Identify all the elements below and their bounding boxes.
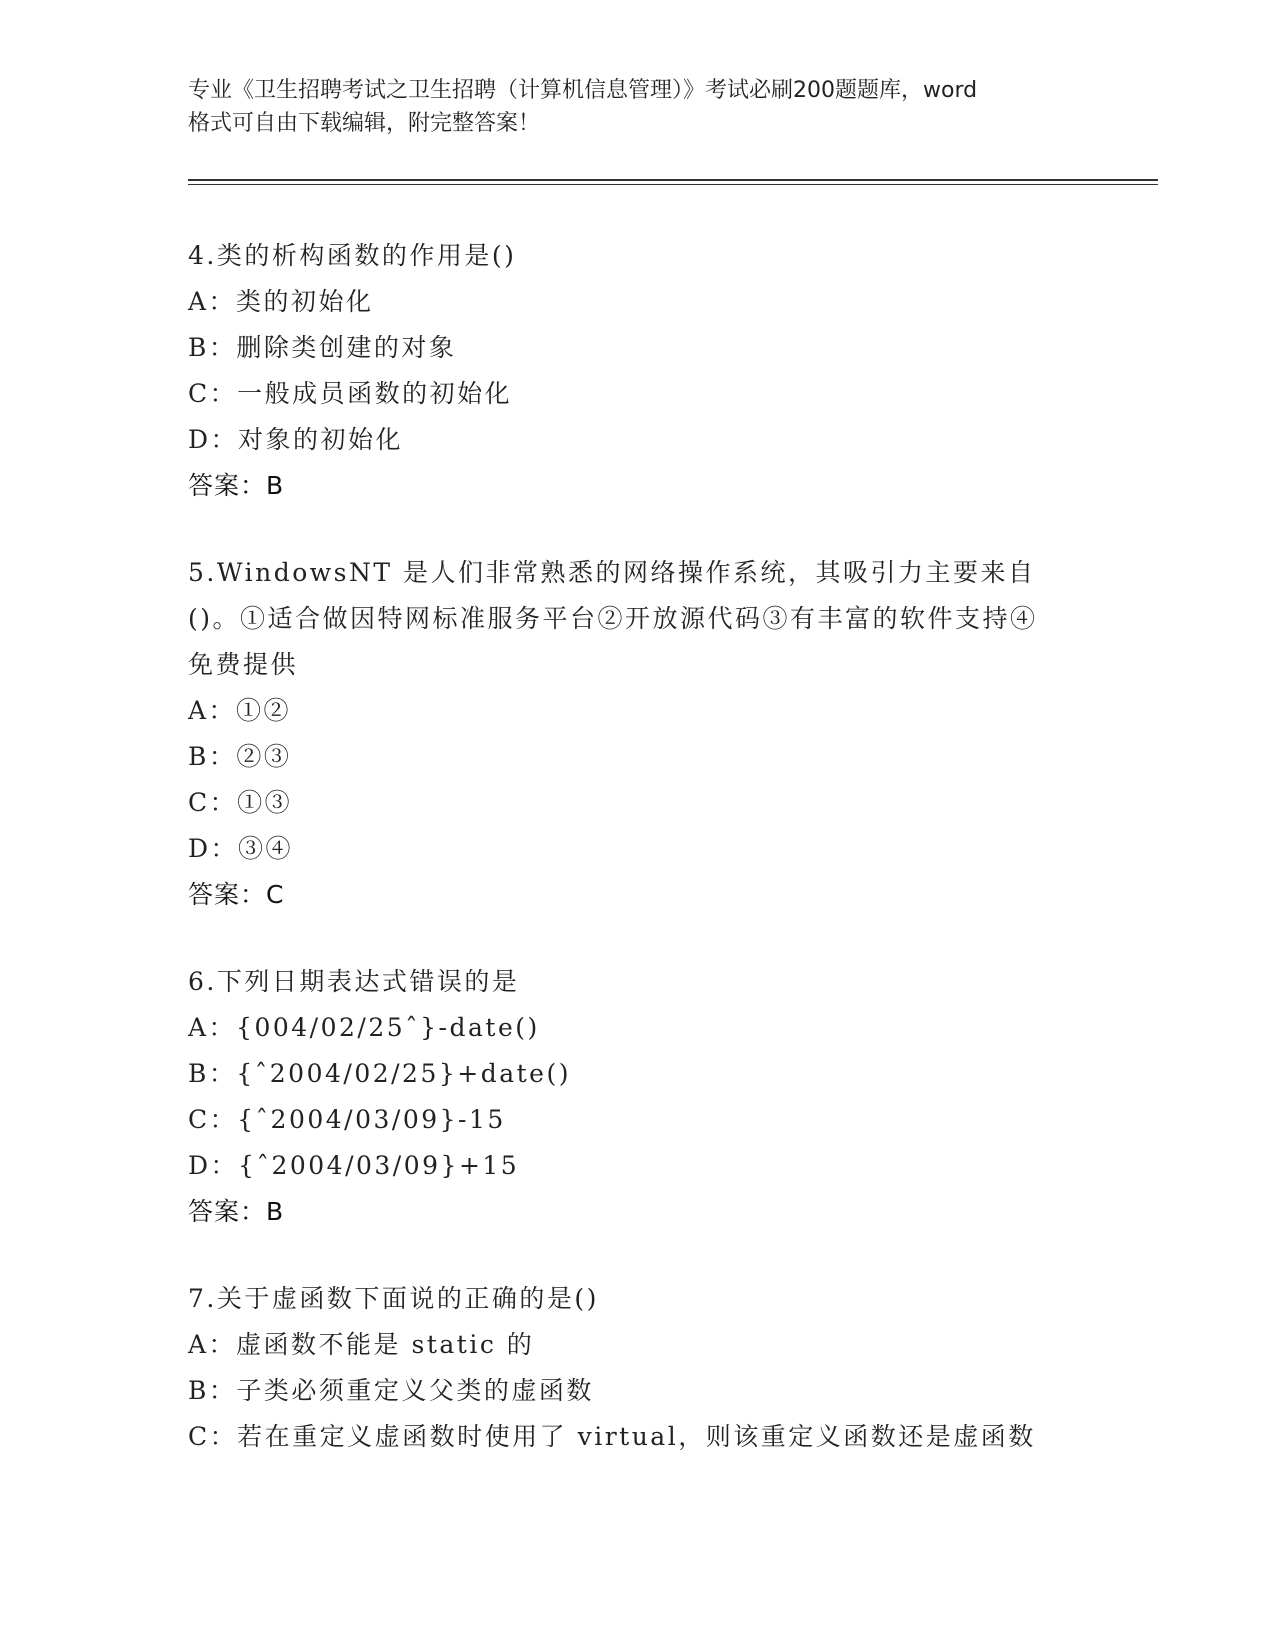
option-b: B：删除类创建的对象 (188, 333, 457, 362)
header-line-2: 格式可自由下载编辑，附完整答案！ (188, 111, 541, 136)
question-7 (188, 1276, 1088, 1460)
option-d: D：{ˆ2004/03/09}+15 (188, 1151, 520, 1180)
option-d: D：③④ (188, 834, 294, 863)
option-c: C：①③ (188, 788, 293, 817)
option-a: A：虚函数不能是 static 的 (188, 1330, 535, 1359)
option-c: C：{ˆ2004/03/09}-15 (188, 1105, 506, 1134)
option-a: A：{004/02/25ˆ}-date() (188, 1013, 540, 1042)
question-4 (188, 233, 1088, 509)
question-5 (188, 550, 1088, 918)
option-b: B：子类必须重定义父类的虚函数 (188, 1376, 594, 1405)
question-list (188, 233, 1088, 1501)
question-stem: 4.类的析构函数的作用是() (188, 241, 517, 270)
header-divider (188, 179, 1158, 185)
question-6 (188, 959, 1088, 1235)
option-a: A：①② (188, 696, 292, 725)
option-c: C：若在重定义虚函数时使用了 virtual，则该重定义函数还是虚函数 (188, 1422, 1036, 1451)
answer-label: 答案：B (188, 1197, 285, 1226)
option-c: C：一般成员函数的初始化 (188, 379, 513, 408)
document-header (188, 74, 1088, 140)
option-b: B：{ˆ2004/02/25}+date() (188, 1059, 571, 1088)
option-b: B：②③ (188, 742, 292, 771)
answer-label: 答案：B (188, 471, 285, 500)
question-stem: 7.关于虚函数下面说的正确的是() (188, 1284, 599, 1313)
option-d: D：对象的初始化 (188, 425, 404, 454)
header-line-1: 专业《卫生招聘考试之卫生招聘（计算机信息管理）》考试必刷200题题库，word (188, 78, 978, 103)
question-stem: 6.下列日期表达式错误的是 (188, 967, 520, 996)
answer-label: 答案：C (188, 880, 285, 909)
option-a: A：类的初始化 (188, 287, 374, 316)
question-stem: 5.WindowsNT 是人们非常熟悉的网络操作系统，其吸引力主要来自()。①适合做因特网标准服务平台②开放源代码③有丰富的软件支持④免费提供 (188, 558, 1038, 679)
